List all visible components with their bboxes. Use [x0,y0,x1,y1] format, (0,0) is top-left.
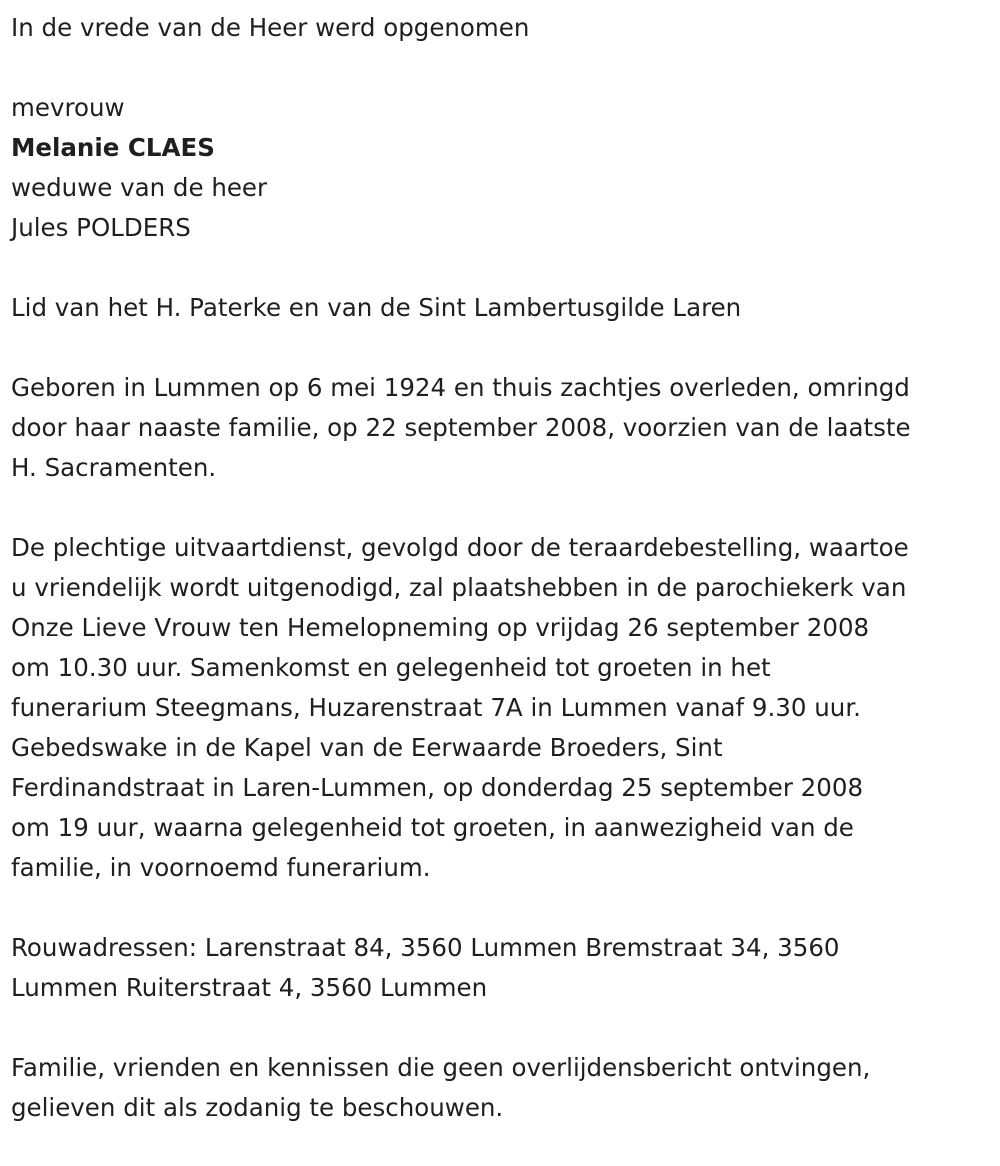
spacer [11,48,996,88]
mourning-addresses-paragraph [11,928,996,1008]
paragraph-line: Lummen Ruiterstraat 4, 3560 Lummen [11,973,488,1002]
paragraph-line: Rouwadressen: Larenstraat 84, 3560 Lummen Bremstraat 34, 3560 [11,933,840,962]
deceased-name: Melanie CLAES [11,133,215,162]
closing-paragraph [11,1048,996,1128]
widow-of-line: weduwe van de heer [11,173,268,202]
title-prefix: mevrouw [11,93,125,122]
birth-death-paragraph [11,368,996,488]
spacer [11,1008,996,1048]
paragraph-line: H. Sacramenten. [11,453,217,482]
paragraph-line: gelieven dit als zodanig te beschouwen. [11,1093,504,1122]
paragraph-line: Ferdinandstraat in Laren-Lummen, op donderdag 25 september 2008 [11,773,864,802]
paragraph-line: funerarium Steegmans, Huzarenstraat 7A in Lummen vanaf 9.30 uur. [11,693,861,722]
paragraph-line: familie, in voornoemd funerarium. [11,853,431,882]
spacer [11,248,996,288]
paragraph-line: Geboren in Lummen op 6 mei 1924 en thuis zachtjes overleden, omringd [11,373,910,402]
spacer [11,888,996,928]
membership-line: Lid van het H. Paterke en van de Sint Lambertusgilde Laren [11,293,742,322]
spacer [11,488,996,528]
spacer [11,328,996,368]
spouse-name: Jules POLDERS [11,213,191,242]
intro-line: In de vrede van de Heer werd opgenomen [11,13,530,42]
paragraph-line: u vriendelijk wordt uitgenodigd, zal plaatshebben in de parochiekerk van [11,573,907,602]
paragraph-line: om 19 uur, waarna gelegenheid tot groeten, in aanwezigheid van de [11,813,854,842]
paragraph-line: Onze Lieve Vrouw ten Hemelopneming op vrijdag 26 september 2008 [11,613,870,642]
paragraph-line: om 10.30 uur. Samenkomst en gelegenheid tot groeten in het [11,653,771,682]
paragraph-line: Gebedswake in de Kapel van de Eerwaarde Broeders, Sint [11,733,723,762]
paragraph-line: Familie, vrienden en kennissen die geen overlijdensbericht ontvingen, [11,1053,871,1082]
paragraph-line: De plechtige uitvaartdienst, gevolgd door de teraardebestelling, waartoe [11,533,909,562]
paragraph-line: door haar naaste familie, op 22 september 2008, voorzien van de laatste [11,413,911,442]
obituary-document [11,8,996,1128]
funeral-service-paragraph [11,528,996,888]
